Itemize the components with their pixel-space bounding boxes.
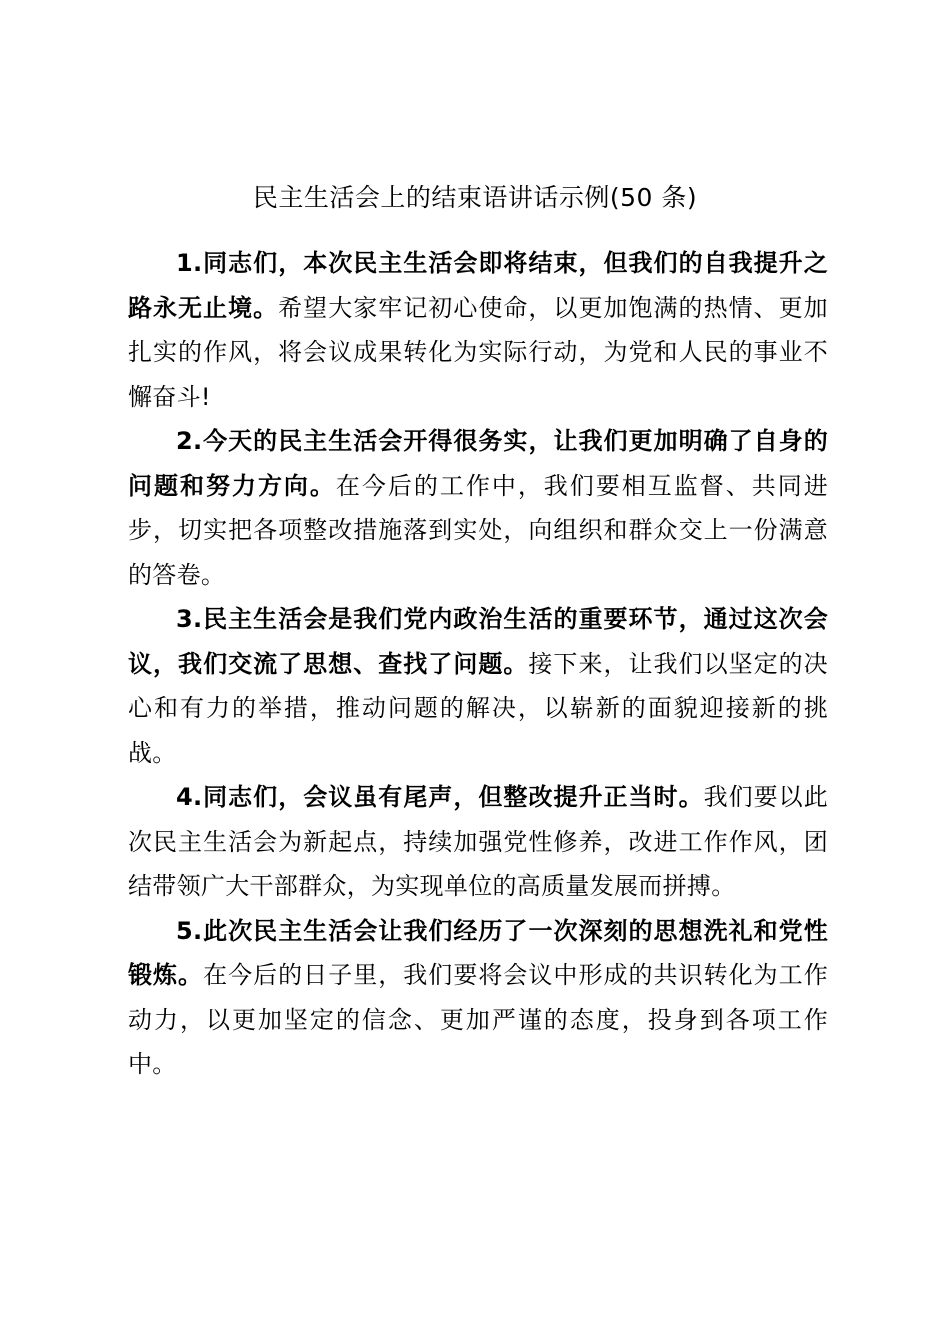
document-title: 民主生活会上的结束语讲话示例(50 条)	[252, 183, 698, 212]
paragraph-3-body: 接下来，让我们以坚定的决心和有力的举措，推动问题的解决，以崭新的面貌迎接新的挑战。	[128, 649, 828, 767]
paragraph-5-body: 在今后的日子里，我们要将会议中形成的共识转化为工作动力，以更加坚定的信念、更加严谨的态度，投身到各项工作中。	[128, 961, 828, 1078]
document-body	[128, 241, 828, 1087]
paragraph-4-body: 我们要以此次民主生活会为新起点，持续加强党性修养，改进工作作风，团结带领广大干部群众，为实现单位的高质量发展而拼搏。	[128, 783, 829, 900]
paragraph-5-lead: 5.此次民主生活会让我们经历了一次深刻的思想洗礼和党性锻炼。	[128, 916, 828, 989]
paragraph-3-lead: 3.民主生活会是我们党内政治生活的重要环节，通过这次会议，我们交流了思想、查找了问题。	[128, 605, 828, 678]
paragraph-2-body: 在今后的工作中，我们要相互监督、共同进步，切实把各项整改措施落到实处，向组织和群众交上一份满意的答卷。	[128, 471, 828, 589]
paragraph-2-lead: 2.今天的民主生活会开得很务实，让我们更加明确了自身的问题和努力方向。	[128, 427, 828, 500]
paragraph-5	[128, 909, 828, 1087]
paragraph-4-lead: 4.同志们，会议虽有尾声，但整改提升正当时。	[176, 783, 704, 811]
paragraph-1	[128, 241, 828, 419]
paragraph-2	[128, 419, 828, 597]
paragraph-4	[128, 775, 828, 909]
paragraph-1-lead: 1.同志们，本次民主生活会即将结束，但我们的自我提升之路永无止境。	[128, 249, 828, 322]
paragraph-1-body: 希望大家牢记初心使命，以更加饱满的热情、更加扎实的作风，将会议成果转化为实际行动，为党和人民的事业不懈奋斗!	[128, 293, 828, 411]
paragraph-3	[128, 597, 828, 775]
